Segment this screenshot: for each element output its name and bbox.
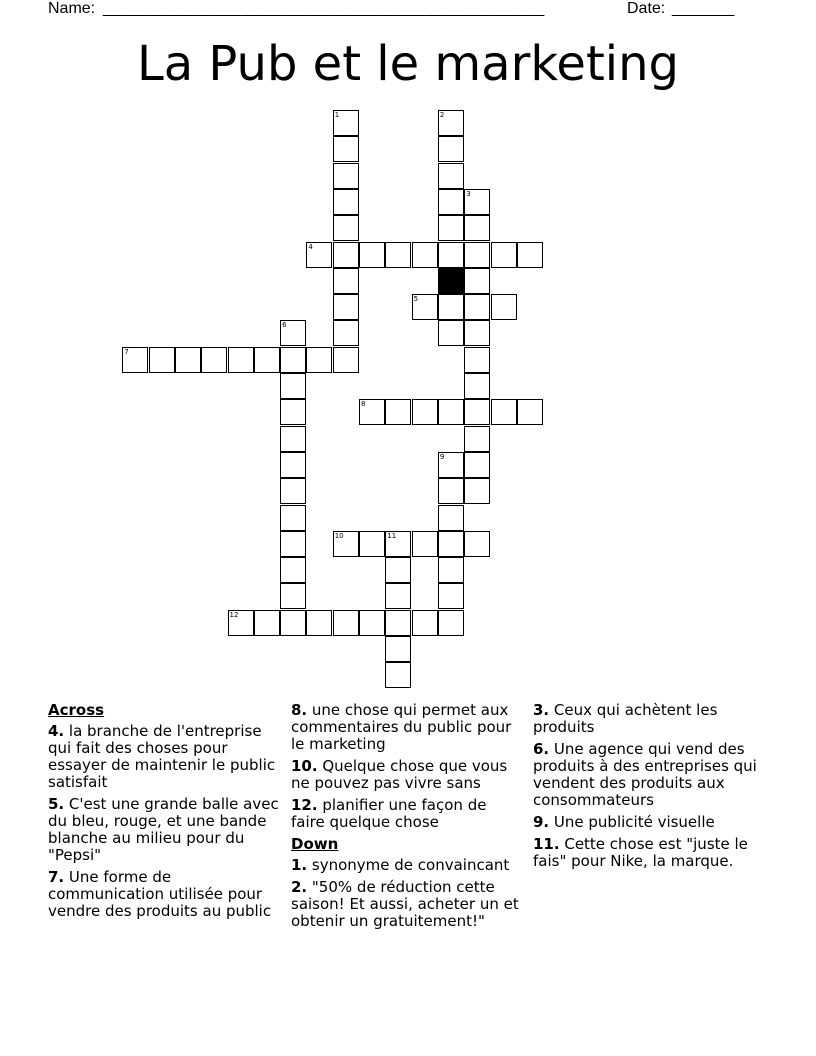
grid-cell[interactable]	[306, 610, 332, 636]
clue	[48, 869, 280, 920]
clues-column-2	[291, 702, 523, 935]
grid-cell[interactable]	[464, 189, 490, 215]
name-line[interactable]: ________________________________________________	[103, 0, 545, 17]
clue-number: 8.	[291, 701, 308, 719]
grid-cell[interactable]	[412, 294, 438, 320]
clue-number: 12	[229, 610, 239, 619]
grid-cell[interactable]	[306, 347, 332, 373]
clue	[533, 702, 765, 736]
clue-text: planifier une façon de faire quelque chose	[291, 796, 487, 831]
grid-cell[interactable]	[438, 163, 464, 189]
clue-text: la branche de l'entreprise qui fait des choses pour essayer de maintenir le public satisfait	[48, 722, 276, 791]
grid-cell[interactable]	[280, 531, 306, 557]
grid-cell[interactable]	[438, 189, 464, 215]
clue-number: 2.	[291, 878, 308, 896]
grid-cell[interactable]	[464, 294, 490, 320]
clue-number: 8	[361, 400, 366, 409]
grid-cell[interactable]	[464, 373, 490, 399]
grid-cell[interactable]	[280, 347, 306, 373]
clue-number: 10.	[291, 757, 318, 775]
grid-cell[interactable]	[438, 399, 464, 425]
grid-cell[interactable]	[359, 610, 385, 636]
grid-cell[interactable]	[412, 610, 438, 636]
grid-cell[interactable]	[306, 242, 332, 268]
clue	[533, 741, 765, 809]
date-label: Date:	[627, 0, 666, 17]
page-title: La Pub et le marketing	[137, 36, 679, 92]
grid-cell[interactable]	[517, 399, 543, 425]
clue	[291, 758, 523, 792]
clue-text: synonyme de convaincant	[307, 856, 510, 874]
grid-cell[interactable]	[438, 583, 464, 609]
grid-cell[interactable]	[359, 531, 385, 557]
grid-cell[interactable]	[333, 189, 359, 215]
grid-cell[interactable]	[280, 505, 306, 531]
grid-cell[interactable]	[175, 347, 201, 373]
clue-number: 6.	[533, 740, 550, 758]
clue-number: 6	[282, 321, 287, 330]
grid-cell[interactable]	[385, 610, 411, 636]
grid-cell[interactable]	[438, 505, 464, 531]
grid-cell[interactable]	[280, 373, 306, 399]
grid-cell[interactable]	[280, 583, 306, 609]
clue-number: 7	[124, 347, 129, 356]
grid-cell[interactable]	[464, 399, 490, 425]
grid-cell[interactable]	[464, 478, 490, 504]
grid-cell[interactable]	[280, 399, 306, 425]
clues-column-3	[533, 702, 765, 875]
grid-cell[interactable]	[385, 557, 411, 583]
grid-cell[interactable]	[491, 399, 517, 425]
grid-cell[interactable]	[201, 347, 227, 373]
grid-cell[interactable]	[333, 242, 359, 268]
grid-cell[interactable]	[412, 531, 438, 557]
grid-cell[interactable]	[438, 478, 464, 504]
clue	[291, 857, 523, 874]
clue-number: 9	[439, 452, 445, 461]
grid-cell[interactable]	[333, 320, 359, 346]
clue-number: 1	[334, 111, 340, 119]
clue-text: Ceux qui achètent les produits	[533, 701, 718, 736]
grid-cell[interactable]	[228, 610, 254, 636]
grid-cell[interactable]	[464, 268, 490, 294]
clue-number: 11.	[533, 835, 560, 853]
grid-cell[interactable]	[438, 452, 464, 478]
grid-cell[interactable]	[254, 610, 280, 636]
grid-cell[interactable]	[438, 136, 464, 162]
date-line[interactable]: _______	[672, 0, 735, 17]
grid-cell[interactable]	[228, 347, 254, 373]
grid-cell[interactable]	[464, 426, 490, 452]
clue-text: C'est une grande balle avec du bleu, rouge, et une bande blanche au milieu pour du "Pepsi"	[48, 795, 279, 864]
grid-cell[interactable]	[464, 452, 490, 478]
grid-cell[interactable]	[333, 215, 359, 241]
across-heading: Across	[48, 701, 105, 719]
grid-cell[interactable]	[464, 320, 490, 346]
grid-cell[interactable]	[385, 662, 411, 688]
clue	[291, 702, 523, 753]
clue-number: 12.	[291, 796, 318, 814]
clue-number: 3.	[533, 701, 550, 719]
grid-cell[interactable]	[438, 215, 464, 241]
grid-cell[interactable]	[333, 347, 359, 373]
clue-number: 9.	[533, 813, 550, 831]
clue-number: 3	[466, 189, 471, 198]
grid-cell[interactable]	[280, 452, 306, 478]
grid-cell[interactable]	[149, 347, 175, 373]
grid-cell[interactable]	[333, 294, 359, 320]
grid-cell[interactable]	[385, 242, 411, 268]
grid-cell[interactable]	[333, 163, 359, 189]
grid-cell[interactable]	[517, 242, 543, 268]
clue-text: Cette chose est "juste le fais" pour Nike, la marque.	[533, 835, 748, 870]
clue-text: Une publicité visuelle	[549, 813, 715, 831]
grid-cell[interactable]	[438, 531, 464, 557]
clue	[48, 796, 280, 864]
clue-number: 4	[308, 242, 313, 251]
grid-cell[interactable]	[333, 110, 359, 136]
grid-cell[interactable]	[412, 242, 438, 268]
clue-text: Une agence qui vend des produits à des entreprises qui vendent des produits aux consommateurs	[533, 740, 757, 809]
grid-cell[interactable]	[412, 399, 438, 425]
grid-cell[interactable]	[385, 636, 411, 662]
grid-cell[interactable]	[280, 478, 306, 504]
grid-cell[interactable]	[464, 347, 490, 373]
grid-cell[interactable]	[438, 320, 464, 346]
clue-text: Une forme de communication utilisée pour vendre des produits au public	[48, 868, 272, 920]
grid-cell[interactable]	[359, 399, 385, 425]
grid-cell[interactable]	[491, 242, 517, 268]
grid-cell[interactable]	[254, 347, 280, 373]
grid-cell[interactable]	[280, 557, 306, 583]
clue-number: 5.	[48, 795, 65, 813]
clue-number: 4.	[48, 722, 65, 740]
clue-number: 2	[439, 111, 445, 119]
grid-cell[interactable]	[438, 610, 464, 636]
grid-cell[interactable]	[280, 320, 306, 346]
clue-text: une chose qui permet aux commentaires du public pour le marketing	[291, 701, 512, 753]
grid-cell[interactable]	[385, 399, 411, 425]
clue-number: 5	[413, 295, 419, 304]
grid-cell[interactable]	[464, 531, 490, 557]
grid-cell[interactable]	[438, 557, 464, 583]
grid-cell[interactable]	[438, 294, 464, 320]
grid-cell[interactable]	[385, 531, 411, 557]
black-square	[438, 268, 464, 294]
grid-cell[interactable]	[333, 531, 359, 557]
grid-cell[interactable]	[438, 242, 464, 268]
name-label: Name:	[48, 0, 96, 17]
clues-column-1	[48, 702, 280, 925]
clue-number: 7.	[48, 868, 65, 886]
grid-cell[interactable]	[280, 426, 306, 452]
clue	[48, 723, 280, 791]
clue-number: 1.	[291, 856, 308, 874]
grid-cell[interactable]	[491, 294, 517, 320]
grid-cell[interactable]	[464, 242, 490, 268]
clue-number: 10	[334, 531, 344, 540]
grid-cell[interactable]	[385, 583, 411, 609]
grid-cell[interactable]	[464, 215, 490, 241]
clue	[291, 879, 523, 930]
clue-text: "50% de réduction cette saison! Et aussi, acheter un et obtenir un gratuitement!"	[291, 878, 519, 930]
clue	[533, 836, 765, 870]
grid-cell[interactable]	[359, 242, 385, 268]
clue	[533, 814, 765, 831]
clue	[291, 797, 523, 831]
grid-cell[interactable]	[333, 268, 359, 294]
grid-cell[interactable]	[122, 347, 148, 373]
down-heading: Down	[291, 835, 339, 853]
grid-cell[interactable]	[333, 610, 359, 636]
grid-cell[interactable]	[280, 610, 306, 636]
grid-cell[interactable]	[438, 110, 464, 136]
grid-cell[interactable]	[333, 136, 359, 162]
clue-text: Quelque chose que vous ne pouvez pas vivre sans	[291, 757, 508, 792]
clue-number: 11	[387, 531, 397, 540]
